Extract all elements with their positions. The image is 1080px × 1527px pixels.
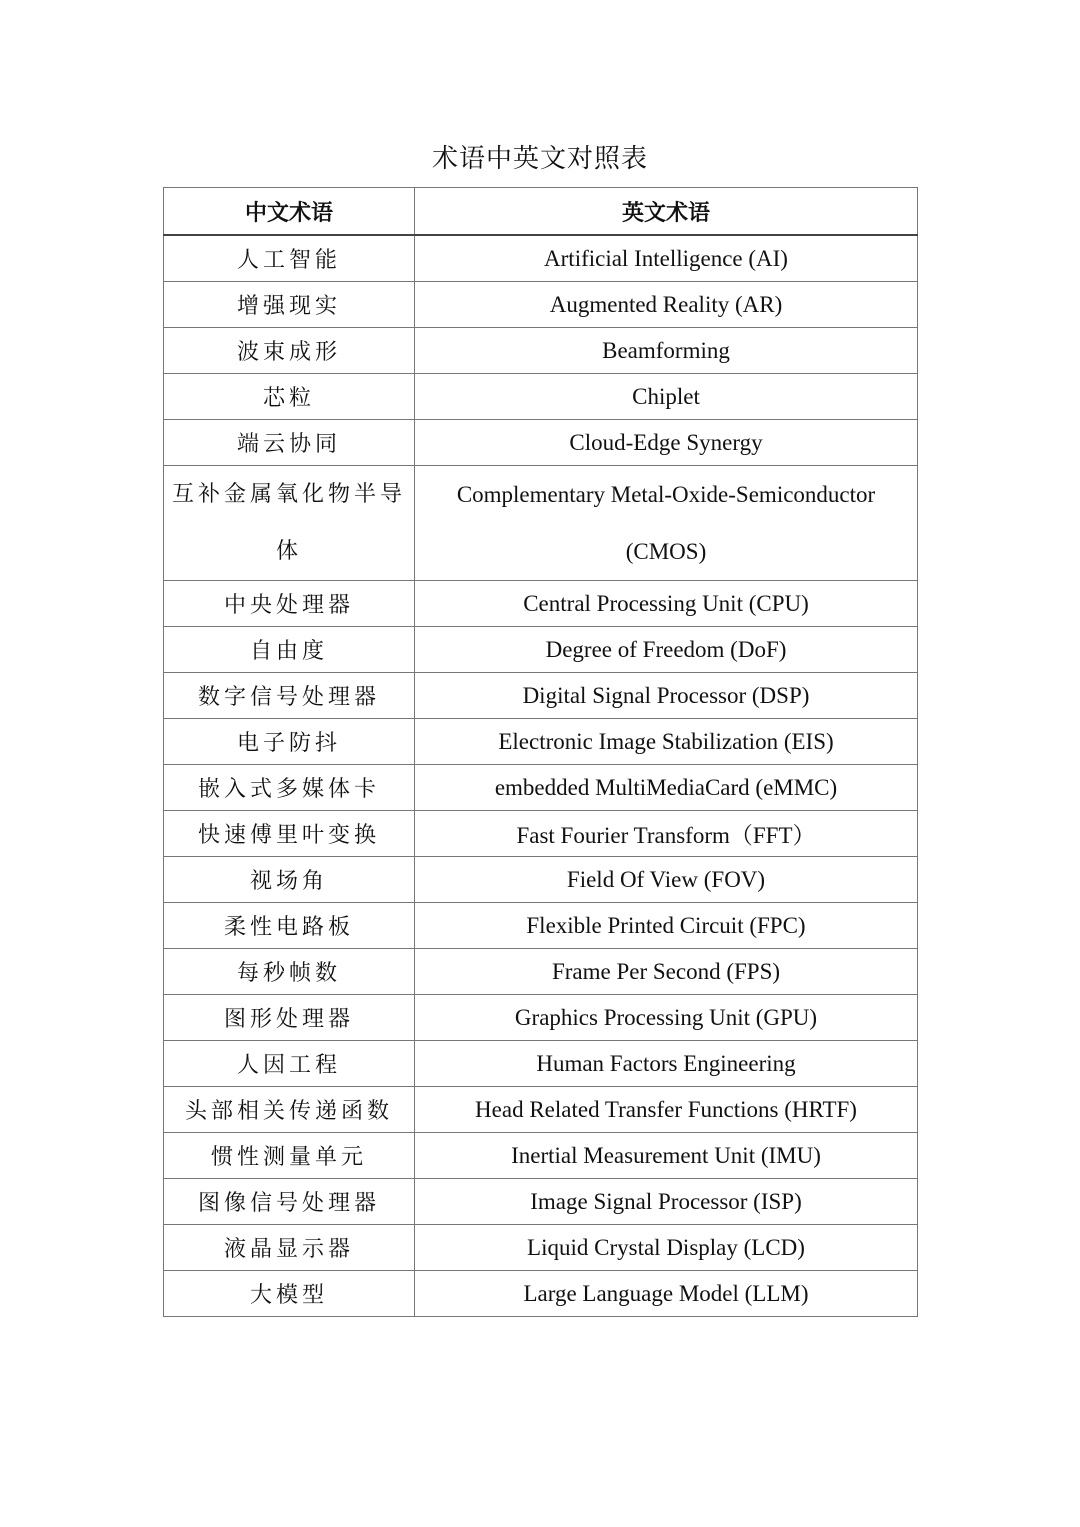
table-row [164, 420, 918, 466]
chinese-term: 芯粒 [164, 374, 415, 420]
english-term: Large Language Model (LLM) [415, 1271, 918, 1317]
table-row [164, 1225, 918, 1271]
english-term: Artificial Intelligence (AI) [415, 235, 918, 282]
table-row [164, 903, 918, 949]
english-term: Image Signal Processor (ISP) [415, 1179, 918, 1225]
english-term: Human Factors Engineering [415, 1041, 918, 1087]
table-row [164, 374, 918, 420]
table-row [164, 1133, 918, 1179]
english-term: Chiplet [415, 374, 918, 420]
column-header-chinese: 中文术语 [164, 188, 415, 236]
chinese-term: 中央处理器 [164, 581, 415, 627]
table-row [164, 995, 918, 1041]
chinese-term: 人工智能 [164, 235, 415, 282]
table-row [164, 719, 918, 765]
chinese-term: 电子防抖 [164, 719, 415, 765]
chinese-term: 图像信号处理器 [164, 1179, 415, 1225]
chinese-term: 惯性测量单元 [164, 1133, 415, 1179]
chinese-term: 头部相关传递函数 [164, 1087, 415, 1133]
table-row [164, 1179, 918, 1225]
table-row [164, 857, 918, 903]
english-term: Cloud-Edge Synergy [415, 420, 918, 466]
chinese-term: 图形处理器 [164, 995, 415, 1041]
english-term: Graphics Processing Unit (GPU) [415, 995, 918, 1041]
english-term: Electronic Image Stabilization (EIS) [415, 719, 918, 765]
table-row [164, 1041, 918, 1087]
english-term: Central Processing Unit (CPU) [415, 581, 918, 627]
chinese-term: 互补金属氧化物半导体 [164, 466, 415, 581]
chinese-term: 人因工程 [164, 1041, 415, 1087]
table-row [164, 627, 918, 673]
english-term: Flexible Printed Circuit (FPC) [415, 903, 918, 949]
chinese-term: 端云协同 [164, 420, 415, 466]
english-term: Digital Signal Processor (DSP) [415, 673, 918, 719]
chinese-term: 波束成形 [164, 328, 415, 374]
english-term: embedded MultiMediaCard (eMMC) [415, 765, 918, 811]
column-header-english: 英文术语 [415, 188, 918, 236]
english-term: Augmented Reality (AR) [415, 282, 918, 328]
chinese-term: 液晶显示器 [164, 1225, 415, 1271]
table-row [164, 1087, 918, 1133]
chinese-term: 每秒帧数 [164, 949, 415, 995]
table-row [164, 328, 918, 374]
table-row [164, 1271, 918, 1317]
chinese-term: 大模型 [164, 1271, 415, 1317]
english-term: Frame Per Second (FPS) [415, 949, 918, 995]
table-row [164, 466, 918, 581]
chinese-term: 快速傅里叶变换 [164, 811, 415, 857]
chinese-term: 增强现实 [164, 282, 415, 328]
terminology-table [163, 187, 918, 1317]
english-term: Liquid Crystal Display (LCD) [415, 1225, 918, 1271]
page-title: 术语中英文对照表 [431, 144, 648, 174]
table-row [164, 765, 918, 811]
table-row [164, 581, 918, 627]
table-row [164, 811, 918, 857]
chinese-term: 自由度 [164, 627, 415, 673]
table-row [164, 949, 918, 995]
chinese-term: 柔性电路板 [164, 903, 415, 949]
english-term: Beamforming [415, 328, 918, 374]
english-term: Degree of Freedom (DoF) [415, 627, 918, 673]
english-term: Inertial Measurement Unit (IMU) [415, 1133, 918, 1179]
english-term: Complementary Metal-Oxide-Semiconductor (CMOS) [415, 466, 918, 581]
english-term: Field Of View (FOV) [415, 857, 918, 903]
chinese-term: 数字信号处理器 [164, 673, 415, 719]
english-term: Fast Fourier Transform（FFT） [415, 811, 918, 857]
table-row [164, 235, 918, 282]
table-header-row [164, 188, 918, 236]
table-row [164, 673, 918, 719]
chinese-term: 视场角 [164, 857, 415, 903]
table-row [164, 282, 918, 328]
chinese-term: 嵌入式多媒体卡 [164, 765, 415, 811]
english-term: Head Related Transfer Functions (HRTF) [415, 1087, 918, 1133]
